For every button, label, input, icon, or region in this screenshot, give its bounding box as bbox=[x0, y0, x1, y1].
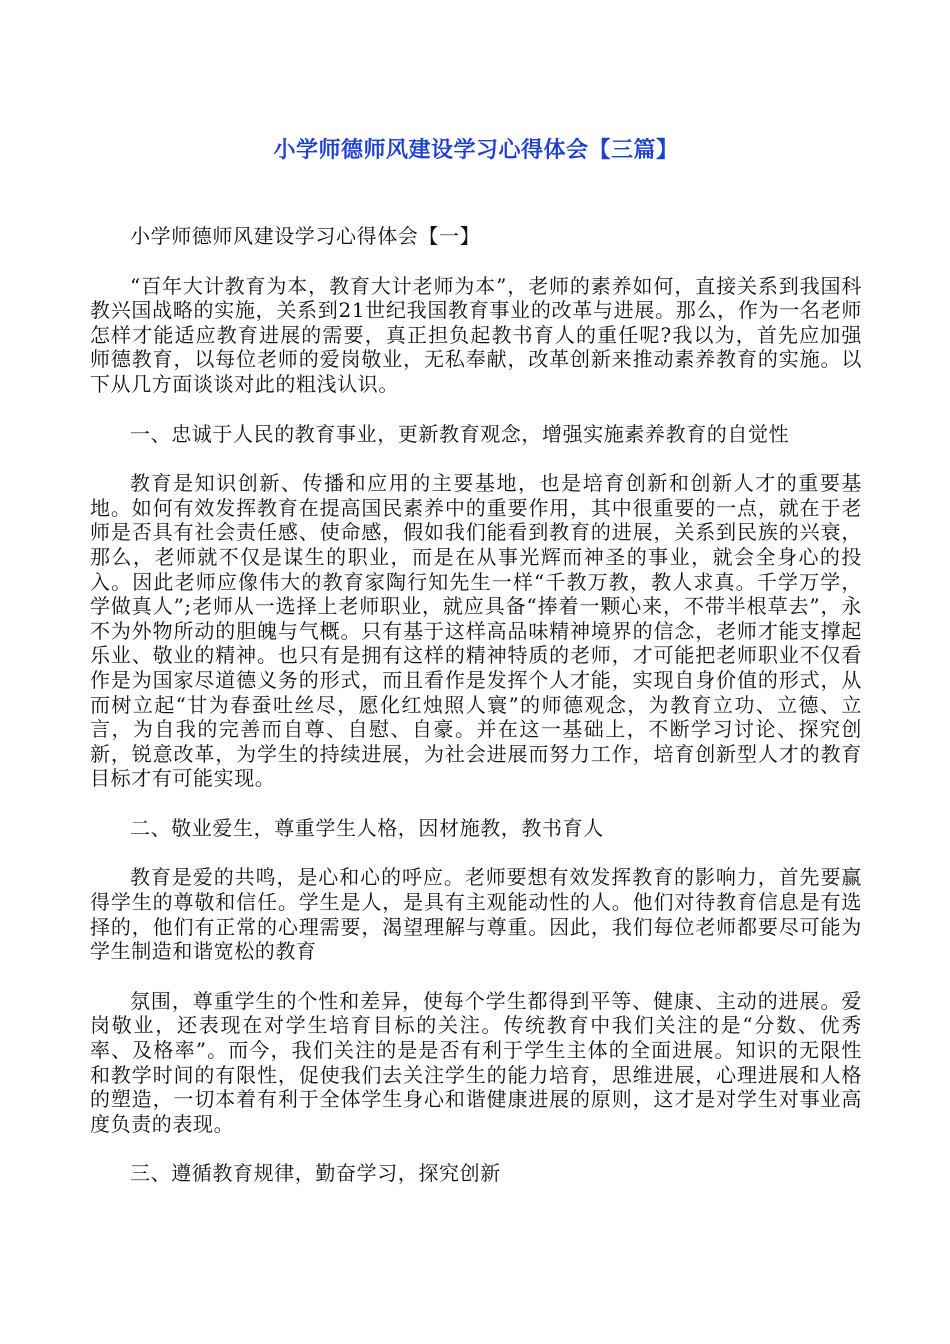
intro-paragraph: “百年大计教育为本，教育大计老师为本”，老师的素养如何，直接关系到我国科教兴国战略的实施，关系到21世纪我国教育事业的改革与进展。那么，作为一名老师怎样才能适应教育进展的需要，真正担负起教书育人的重任呢?我以为，首先应加强师德教育，以每位老师的爱岗敬业，无私奉献，改革创新来推动素养教育的实施。以下从几方面谈谈对此的粗浅认识。 bbox=[90, 273, 862, 396]
document-title: 小学师德师风建设学习心得体会【三篇】 bbox=[273, 138, 679, 163]
section-heading-3: 三、遵循教育规律，勤奋学习，探究创新 bbox=[130, 1161, 501, 1186]
body-paragraph: 教育是知识创新、传播和应用的主要基地，也是培育创新和创新人才的重要基地。如何有效发挥教育在提高国民素养中的重要作用，其中很重要的一点，就在于老师是否具有社会责任感、使命感，假如我们能看到教育的进展，关系到民族的兴衰，那么，老师就不仅是谋生的职业，而是在从事光辉而神圣的事业，就会全身心的投入。因此老师应像伟大的教育家陶行知先生一样“千教万教，教人求真。千学万学，学做真人”;老师从一选择上老师职业，就应具备“捧着一颗心来，不带半根草去”，永不为外物所动的胆魄与气概。只有基于这样高品味精神境界的信念，老师才能支撑起乐业、敬业的精神。也只有是拥有这样的精神特质的老师，才可能把老师职业不仅看作是为国家尽道德义务的形式，而且看作是发挥个人才能，实现自身价值的形式，从而树立起“甘为春蚕吐丝尽，愿化红烛照人寰”的师德观念，为教育立功、立德、立言，为自我的完善而自尊、自慰、自豪。并在这一基础上，不断学习讨论、探究创新，锐意改革，为学生的持续进展，为社会进展而努力工作，培育创新型人才的教育目标才有可能实现。 bbox=[90, 471, 862, 791]
section-heading-part-one: 小学师德师风建设学习心得体会【一】 bbox=[130, 224, 481, 248]
section-heading-2: 二、敬业爱生，尊重学生人格，因材施教，教书育人 bbox=[130, 815, 604, 840]
section-heading-1: 一、忠诚于人民的教育事业，更新教育观念，增强实施素养教育的自觉性 bbox=[130, 421, 790, 446]
body-paragraph: 氛围，尊重学生的个性和差异，使每个学生都得到平等、健康、主动的进展。爱岗敬业，还表现在对学生培育目标的关注。传统教育中我们关注的是“分数、优秀率、及格率”。而今，我们关注的是是否有利于学生主体的全面进展。知识的无限性和教学时间的有限性，促使我们去关注学生的能力培育，思维进展，心理进展和人格的塑造，一切本着有利于全体学生身心和谐健康进展的原则，这才是对学生对事业高度负责的表现。 bbox=[90, 988, 862, 1136]
document-body bbox=[90, 224, 862, 1211]
body-paragraph: 教育是爱的共鸣，是心和心的呼应。老师要想有效发挥教育的影响力，首先要赢得学生的尊敬和信任。学生是人，是具有主观能动性的人。他们对待教育信息是有选择的，他们有正常的心理需要，渴望理解与尊重。因此，我们每位老师都要尽可能为学生制造和谐宽松的教育 bbox=[90, 865, 862, 964]
